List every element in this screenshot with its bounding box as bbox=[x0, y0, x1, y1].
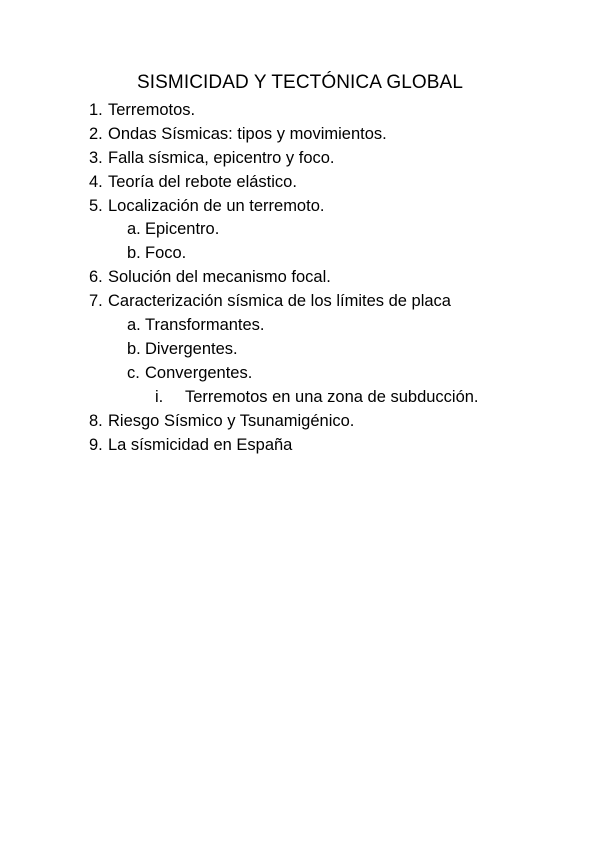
item-text: Falla sísmica, epicentro y foco. bbox=[108, 149, 335, 167]
item-text: La sísmicidad en España bbox=[108, 436, 293, 454]
subitem-text: Foco. bbox=[145, 244, 187, 262]
item-number: 8. bbox=[89, 412, 103, 430]
item-number: 2. bbox=[89, 125, 103, 143]
item-text: Localización de un terremoto. bbox=[108, 197, 325, 215]
item-number: 7. bbox=[89, 292, 103, 310]
sub-list-item bbox=[127, 243, 186, 263]
subsubitem-text: Terremotos en una zona de subducción. bbox=[185, 388, 479, 406]
sub-list-item bbox=[127, 363, 252, 383]
item-number: 5. bbox=[89, 197, 103, 215]
item-number: 1. bbox=[89, 101, 103, 119]
sub-list-item bbox=[127, 219, 219, 239]
item-text: Caracterización sísmica de los límites de placa bbox=[108, 292, 451, 310]
sub-list-item bbox=[127, 315, 265, 335]
list-item bbox=[89, 100, 195, 120]
list-item bbox=[89, 196, 324, 216]
list-item bbox=[89, 267, 331, 287]
subitem-letter: a. bbox=[127, 220, 141, 238]
subitem-letter: b. bbox=[127, 340, 141, 358]
item-number: 6. bbox=[89, 268, 103, 286]
subitem-letter: b. bbox=[127, 244, 141, 262]
item-text: Teoría del rebote elástico. bbox=[108, 173, 297, 191]
list-item bbox=[89, 411, 354, 431]
subitem-text: Epicentro. bbox=[145, 220, 220, 238]
list-item bbox=[89, 291, 451, 311]
item-number: 9. bbox=[89, 436, 103, 454]
subitem-text: Transformantes. bbox=[145, 316, 265, 334]
sub-list-item bbox=[127, 339, 238, 359]
item-text: Solución del mecanismo focal. bbox=[108, 268, 331, 286]
subitem-letter: c. bbox=[127, 364, 140, 382]
list-item bbox=[89, 148, 335, 168]
subsubitem-numeral: i. bbox=[155, 388, 164, 406]
subitem-letter: a. bbox=[127, 316, 141, 334]
subitem-text: Convergentes. bbox=[145, 364, 253, 382]
item-number: 3. bbox=[89, 149, 103, 167]
list-item bbox=[89, 124, 387, 144]
item-text: Terremotos. bbox=[108, 101, 196, 119]
subitem-text: Divergentes. bbox=[145, 340, 238, 358]
item-number: 4. bbox=[89, 173, 103, 191]
sub-sub-list-item bbox=[155, 387, 479, 407]
document-title: SISMICIDAD Y TECTÓNICA GLOBAL bbox=[137, 72, 463, 93]
item-text: Riesgo Sísmico y Tsunamigénico. bbox=[108, 412, 355, 430]
item-text: Ondas Sísmicas: tipos y movimientos. bbox=[108, 125, 387, 143]
list-item bbox=[89, 172, 297, 192]
list-item bbox=[89, 435, 292, 455]
